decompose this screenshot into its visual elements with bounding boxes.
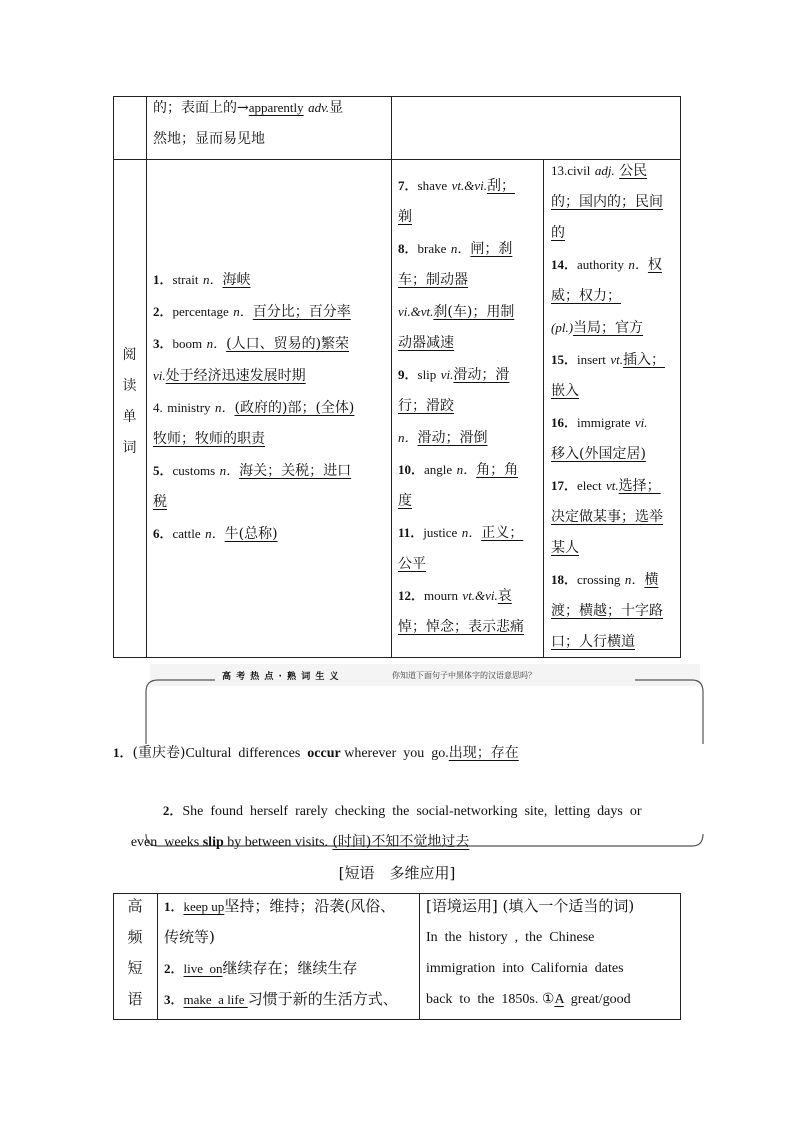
pos-label: adv. — [308, 100, 330, 115]
phrase-item: 2．live on继续存在；继续生存 — [164, 959, 358, 977]
phrase-list: 1．keep up坚持；维持；沿袭(风俗、 传统等) 2．live on继续存在；继续生存 3．make a life 习惯于新的生活方式、 — [164, 891, 418, 1015]
answer-text: (时间)不知不觉地过去 — [332, 834, 470, 850]
answer-text: 渡；横越；十字路 — [551, 603, 663, 619]
vocab-item: 5．customs n．海关；关税；进口 — [153, 463, 352, 479]
item-number: 1． — [113, 745, 133, 760]
continuation-entry — [153, 92, 389, 155]
answer-text: 横 — [644, 572, 659, 588]
answer-text: 哀 — [497, 588, 512, 604]
phrase-item: 1．keep up坚持；维持；沿袭(风俗、 — [164, 897, 396, 915]
exercise-tag: [语境运用] — [426, 897, 498, 915]
vocab-item: 11．justice n．正义； — [398, 525, 524, 541]
answer-text: (人口、贸易的)繁荣 — [226, 336, 350, 352]
item-number: 2． — [162, 803, 183, 818]
answer-text: 当局；官方 — [573, 320, 644, 336]
table-border — [157, 893, 158, 1019]
answer-text: 百分比；百分率 — [252, 304, 351, 320]
answer-text: 行；滑跤 — [398, 398, 454, 414]
exercise-text: great/good — [570, 992, 631, 1007]
table-border — [680, 96, 681, 657]
vocab-column-2: 7．shave vt.&vi.刮； 剃 8．brake n．闸；刹 车；制动器 vi.&vt.刹(车)；用制 动器减速 9．slip vi.滑动；滑 行；滑跤 n．滑动；滑倒 10．angle n．角；角 度 11．justice n．正义； 公平 12．mourn vt.&vi.哀 悼；悼念；表示悲痛 — [398, 170, 540, 643]
phrase-item: 3．make a life 习惯于新的生活方式、 — [164, 990, 398, 1008]
item-source: (重庆卷) — [132, 745, 186, 761]
vocab-column-1: 1．strait n．海峡 2．percentage n．百分比；百分率 3．boom n．(人口、贸易的)繁荣 vi.处于经济迅速发展时期 4. ministry n．(政府的)部；(全体) 牧师；牧师的职责 5．customs n．海关；关税；进口 税 6．cattle n．牛(总称) — [153, 264, 389, 550]
blank-number: ① — [541, 992, 555, 1007]
answer-text: 闸；刹 — [470, 241, 513, 257]
table-border — [146, 96, 147, 657]
keyword: slip — [202, 835, 224, 850]
vocab-item: 7．shave vt.&vi.刮； — [398, 178, 515, 194]
exercise-instruction: (填入一个适当的词) — [502, 897, 635, 915]
vocab-item: 14．authority n．权 — [551, 257, 662, 273]
table-border — [543, 159, 544, 657]
answer-text: 移入(外国定居) — [551, 446, 646, 462]
side-label-char: 高 — [127, 897, 143, 915]
vocab-item: 1．strait n．海峡 — [153, 272, 251, 288]
answer-text: 悼；悼念；表示悲痛 — [398, 619, 524, 635]
answer-text: 车；制动器 — [398, 272, 468, 288]
answer-text: 选择； — [618, 478, 661, 494]
answer-text: 刹(车)；用制 — [433, 304, 515, 320]
side-label-char: 读 — [122, 378, 137, 394]
answer-text: 威；权力； — [551, 288, 621, 304]
answer-text: 公平 — [398, 556, 426, 572]
vocab-item: 12．mourn vt.&vi.哀 — [398, 588, 512, 604]
side-label-char: 短 — [127, 959, 143, 977]
answer-text: 牛(总称) — [224, 526, 278, 542]
entry-text: 然地；显而易见地 — [153, 131, 265, 147]
entry-text: 显 — [329, 100, 344, 116]
answer-text: 口；人行横道 — [551, 634, 635, 650]
exercise-text: immigration into California dates — [426, 961, 624, 976]
table-border — [680, 893, 681, 1019]
sentence-text: She found herself rarely checking the social-networking site, letting days or — [182, 804, 642, 819]
answer-text: 插入； — [623, 352, 665, 368]
sentence-text: wherever you go. — [340, 746, 449, 761]
answer-text: 海关；关税；进口 — [239, 463, 352, 479]
answer-text: 某人 — [551, 540, 579, 556]
vocab-column-3: 13.civil adj. 公民 的；国内的；民间 的 14．authority n．权 威；权力； (pl.)当局；官方 15．insert vt.插入； 嵌入 16．immigrate vi. 移入(外国定居) 17．elect vt.选择； 决定做某事；选举 某人 18．crossing n．横 渡；横越；十字路 口；人行横道 — [551, 155, 677, 658]
answer-text: 牧师；牧师的职责 — [153, 431, 265, 447]
blank-answer: A — [554, 992, 564, 1007]
entry-text: 的；表面上的→ — [153, 100, 249, 116]
answer-text: 决定做某事；选举 — [551, 509, 663, 525]
hot-item-1 — [113, 740, 681, 767]
answer-text: 处于经济迅速发展时期 — [165, 368, 306, 384]
phrase-text: make a life — [183, 992, 248, 1007]
table-border — [419, 893, 420, 1019]
box-title: 高 考 热 点 · 熟 词 生 义 — [222, 672, 340, 682]
answer-text: 滑动；滑 — [453, 367, 510, 383]
sentence-text: Cultural differences — [185, 746, 308, 761]
context-exercise — [426, 891, 676, 1015]
vocab-item: 10．angle n．角；角 — [398, 462, 519, 478]
answer-text: 出现；存在 — [448, 745, 519, 761]
vocab-item: 3．boom n．(人口、贸易的)繁荣 — [153, 336, 350, 352]
answer-text: (政府的)部；(全体) — [234, 400, 355, 416]
answer-text: 权 — [647, 257, 662, 273]
exercise-text: In the history , the Chinese — [426, 930, 595, 945]
vocab-item: 17．elect vt.选择； — [551, 478, 661, 494]
vocab-item: 15．insert vt.插入； — [551, 352, 665, 368]
vocab-item: 8．brake n．闸；刹 — [398, 241, 513, 257]
table-border — [391, 96, 392, 657]
vocab-item: 9．slip vi.滑动；滑 — [398, 367, 510, 383]
answer-text: 嵌入 — [551, 383, 579, 399]
box-subtitle: 你知道下面句子中黑体字的汉语意思吗？ — [392, 671, 536, 680]
vocab-item: 6．cattle n．牛(总称) — [153, 526, 278, 542]
side-label-char: 阅 — [122, 347, 137, 363]
vocab-item: 13.civil adj. 公民 — [551, 163, 648, 179]
keyword: occur — [307, 746, 341, 761]
answer-text: 滑动；滑倒 — [417, 430, 488, 446]
answer-text: 动器减速 — [398, 335, 454, 351]
side-label-reading-words — [113, 340, 146, 464]
phrase-text: live on — [183, 961, 223, 976]
side-label-char: 频 — [127, 928, 143, 946]
answer-text: 公民 — [619, 163, 648, 179]
answer-text: 的；国内的；民间 — [551, 194, 663, 210]
side-label-char: 词 — [122, 440, 137, 456]
section-heading: [短语 多维应用] — [338, 864, 456, 882]
answer-text: 刮； — [486, 178, 515, 194]
table-border — [113, 1019, 681, 1020]
answer-text: 海峡 — [222, 272, 251, 288]
derived-word: apparently — [248, 100, 304, 115]
sentence-text: even weeks — [130, 835, 203, 850]
side-label-char: 单 — [122, 409, 137, 425]
answer-text: 角；角 — [476, 462, 519, 478]
vocab-item: 16．immigrate vi. — [551, 415, 648, 430]
side-label-char: 语 — [127, 990, 143, 1008]
answer-text: 的 — [551, 225, 565, 241]
sentence-text: by between visits. — [223, 835, 328, 850]
phrase-text: keep up — [183, 899, 225, 914]
vocab-item: 4. ministry n．(政府的)部；(全体) — [153, 400, 355, 416]
answer-text: 度 — [398, 493, 412, 509]
answer-text: 剃 — [398, 209, 412, 225]
answer-text: 税 — [153, 494, 167, 510]
vocab-item: 18．crossing n．横 — [551, 572, 659, 588]
exercise-text: back to the 1850s. — [426, 992, 539, 1007]
side-label-phrases — [113, 891, 157, 1015]
answer-text: 正义； — [481, 525, 524, 541]
vocab-item: 2．percentage n．百分比；百分率 — [153, 304, 351, 320]
